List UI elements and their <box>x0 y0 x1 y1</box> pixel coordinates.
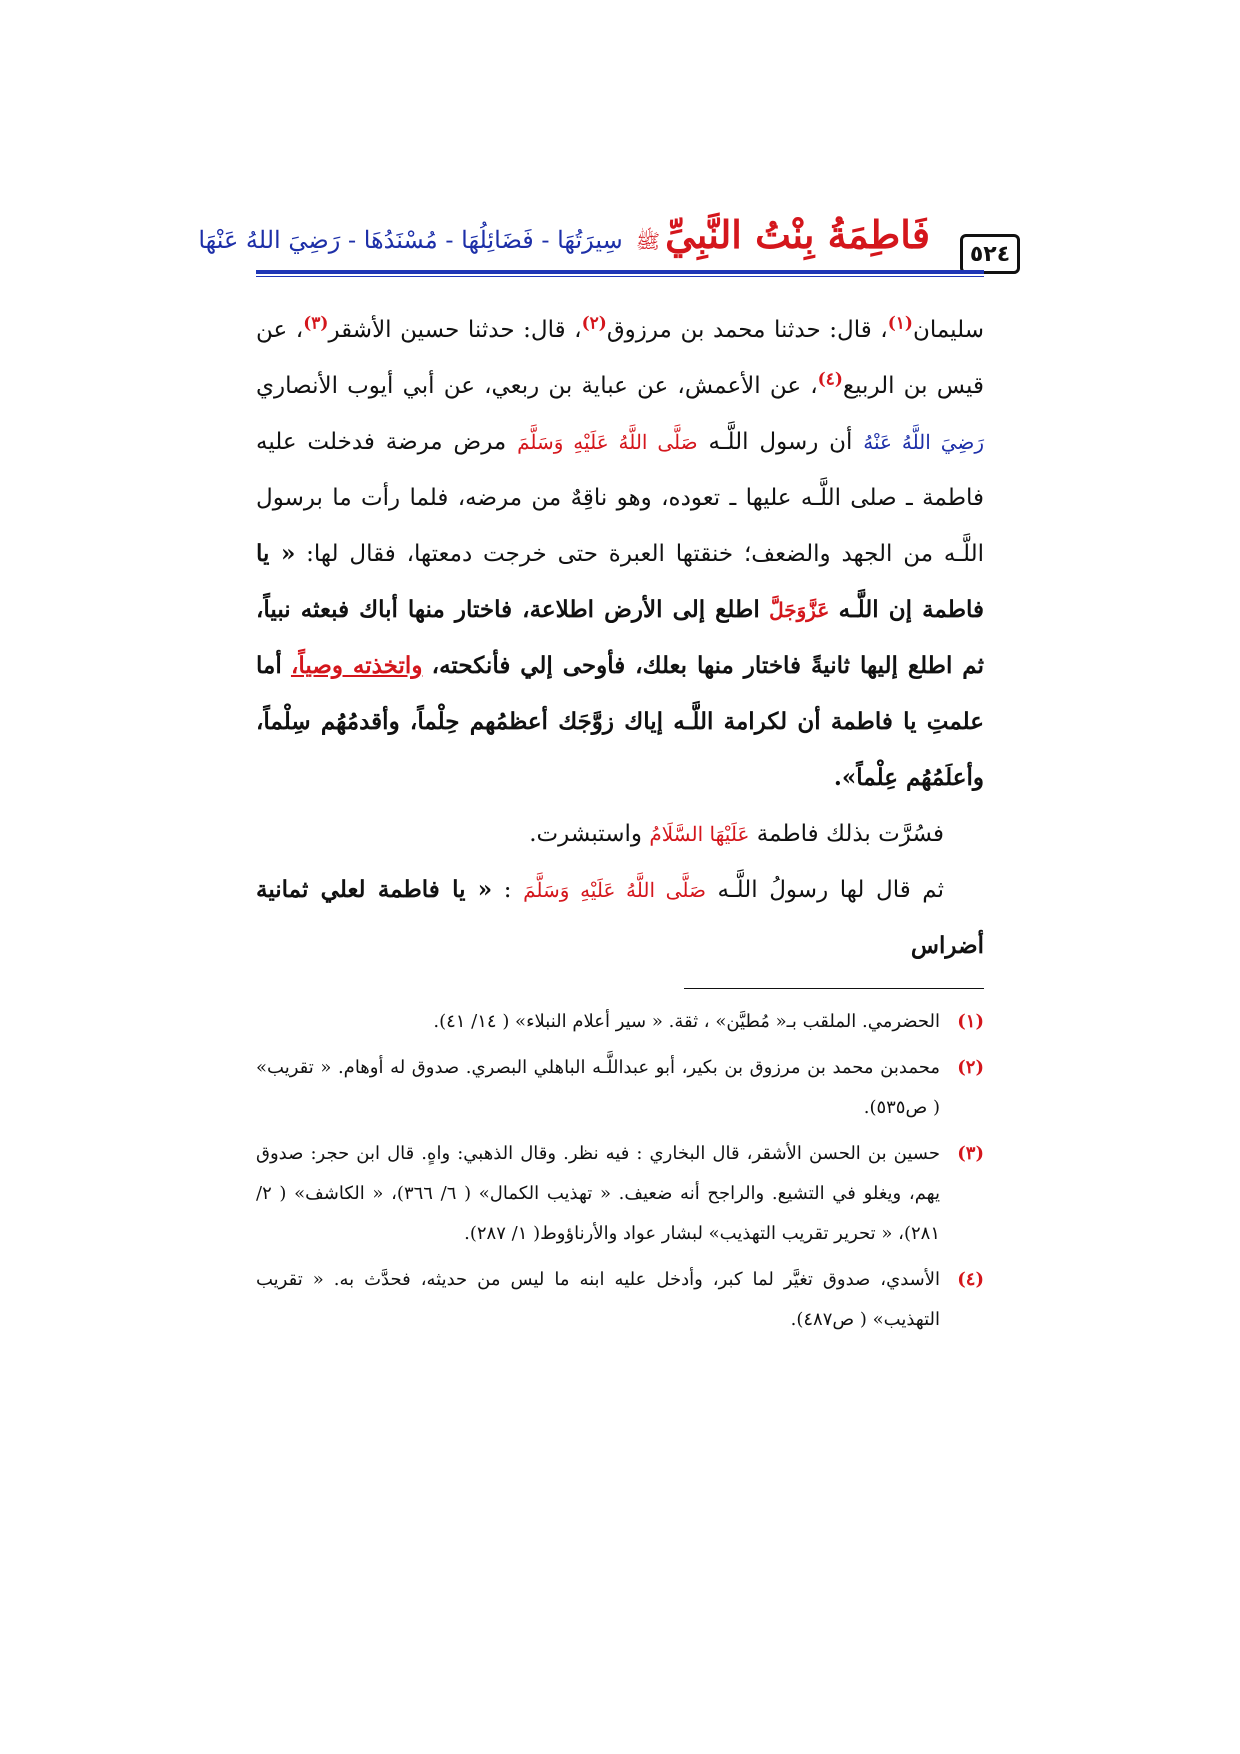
paragraph-3 <box>256 862 984 974</box>
header-rule <box>256 270 984 274</box>
text-run: ، قال: حدثنا محمد بن مرزوق <box>606 317 888 343</box>
honorific: صَلَّى اللَّهُ عَلَيْهِ وَسَلَّمَ <box>517 430 698 454</box>
text-run: واستبشرت. <box>529 821 643 847</box>
page-header <box>198 200 1020 267</box>
hadith-quote: اطلع إلى الأرض اطلاعة، فاختار منها أباك فبعثه نبياً، ثم اطلع إليها ثانيةً فاختار منها بعلك، فأوحى إلي فأنكحته، <box>256 596 985 679</box>
text-run: ثم قال لها رسولُ اللَّـه <box>717 877 944 903</box>
paragraph-1 <box>256 302 984 806</box>
footnote-4 <box>256 1260 984 1340</box>
book-title-honor: ﷺ <box>635 229 661 253</box>
book-title-main: فَاطِمَةُ بِنْتُ النَّبِيِّ <box>665 212 930 257</box>
honorific: عَلَيْهَا السَّلَامُ <box>649 822 750 846</box>
text-run: مرض مرضة فدخلت عليه فاطمة ـ صلى اللَّـه عليها ـ تعوده، وهو ناقِهٌ من مرضه، فلما رأت ما برسول اللَّـه من الجهد والضعف؛ خنقتها العبرة حتى خرجت دمعتها، فقال لها: <box>256 429 984 567</box>
text-run: ، عن الأعمش، عن عباية بن ربعي، عن أبي أيوب الأنصاري <box>256 373 818 399</box>
honorific: صَلَّى اللَّهُ عَلَيْهِ وَسَلَّمَ <box>523 878 706 902</box>
footnote-2 <box>256 1048 984 1128</box>
text-run: فسُرَّت بذلك فاطمة <box>756 821 944 847</box>
page-number: ٥٢٤ <box>960 234 1020 274</box>
footnote-ref-3[interactable]: (٣) <box>303 313 329 334</box>
footnote-ref-4[interactable]: (٤) <box>817 369 843 390</box>
footnote-ref-2[interactable]: (٢) <box>581 313 607 334</box>
book-title-subtitle: سِيرَتُهَا - فَضَائِلُهَا - مُسْنَدُهَا - رَضِيَ اللهُ عَنْهَا <box>198 226 623 254</box>
highlighted-phrase: واتخذته وصياً، <box>290 652 423 679</box>
paragraph-2 <box>256 806 984 862</box>
text-run: : <box>503 877 512 903</box>
footnote-text: الحضرمي. الملقب بـ« مُطيَّن» ، ثقة. « سير أعلام النبلاء» ( ١٤/ ٤١). <box>433 1011 940 1032</box>
footnote-text: الأسدي، صدوق تغيَّر لما كبر، وأدخل عليه ابنه ما ليس من حديثه، فحدَّث به. « تقريب التهذيب» ( ص٤٨٧). <box>256 1269 940 1330</box>
honorific: عَزَّوَجَلَّ <box>769 598 830 622</box>
footnote-number: (٤) <box>957 1269 984 1290</box>
footnote-text: حسين بن الحسن الأشقر، قال البخاري : فيه نظر. وقال الذهبي: واهٍ. قال ابن حجر: صدوق يهم، ويغلو في التشيع. والراجح أنه ضعيف. « تهذيب الكمال» ( ٦/ ٣٦٦)، « الكاشف» ( ٢/ ٢٨١)، « تحرير تقريب التهذيب» لبشار عواد والأرناؤوط( ١/ ٢٨٧). <box>256 1143 940 1244</box>
text-run: أن رسول اللَّـه <box>708 429 853 455</box>
footnote-1 <box>256 1002 984 1042</box>
hadith-quote: أما علمتِ يا فاطمة أن لكرامة اللَّـه إياك زوَّجَك أعظمُهم حِلْماً، وأقدمُهُم سِلْماً، وأعلَمُهُم عِلْماً». <box>256 652 984 791</box>
honorific: رَضِيَ اللَّهُ عَنْهُ <box>863 430 985 454</box>
footnotes <box>256 1002 984 1346</box>
footnote-number: (٢) <box>957 1057 984 1078</box>
hadith-quote: « يا فاطمة لعلي ثمانية أضراس <box>256 876 984 959</box>
hadith-quote: « يا فاطمة إن اللَّـه <box>256 540 985 623</box>
footnote-3 <box>256 1134 984 1254</box>
footnote-separator <box>684 988 984 989</box>
main-text <box>256 302 984 974</box>
footnote-number: (٣) <box>957 1143 984 1164</box>
header-rule-thin <box>256 276 984 277</box>
footnote-ref-1[interactable]: (١) <box>887 313 913 334</box>
footnote-number: (١) <box>957 1011 984 1032</box>
text-run: ، قال: حدثنا حسين الأشقر <box>328 317 582 343</box>
text-run: سليمان <box>912 317 984 343</box>
footnote-text: محمدبن محمد بن مرزوق بن بكير، أبو عبداللَّـه الباهلي البصري. صدوق له أوهام. « تقريب» ( ص٥٣٥). <box>256 1057 940 1118</box>
text-run: ، عن قيس بن الربيع <box>256 317 984 399</box>
book-title <box>198 212 930 258</box>
